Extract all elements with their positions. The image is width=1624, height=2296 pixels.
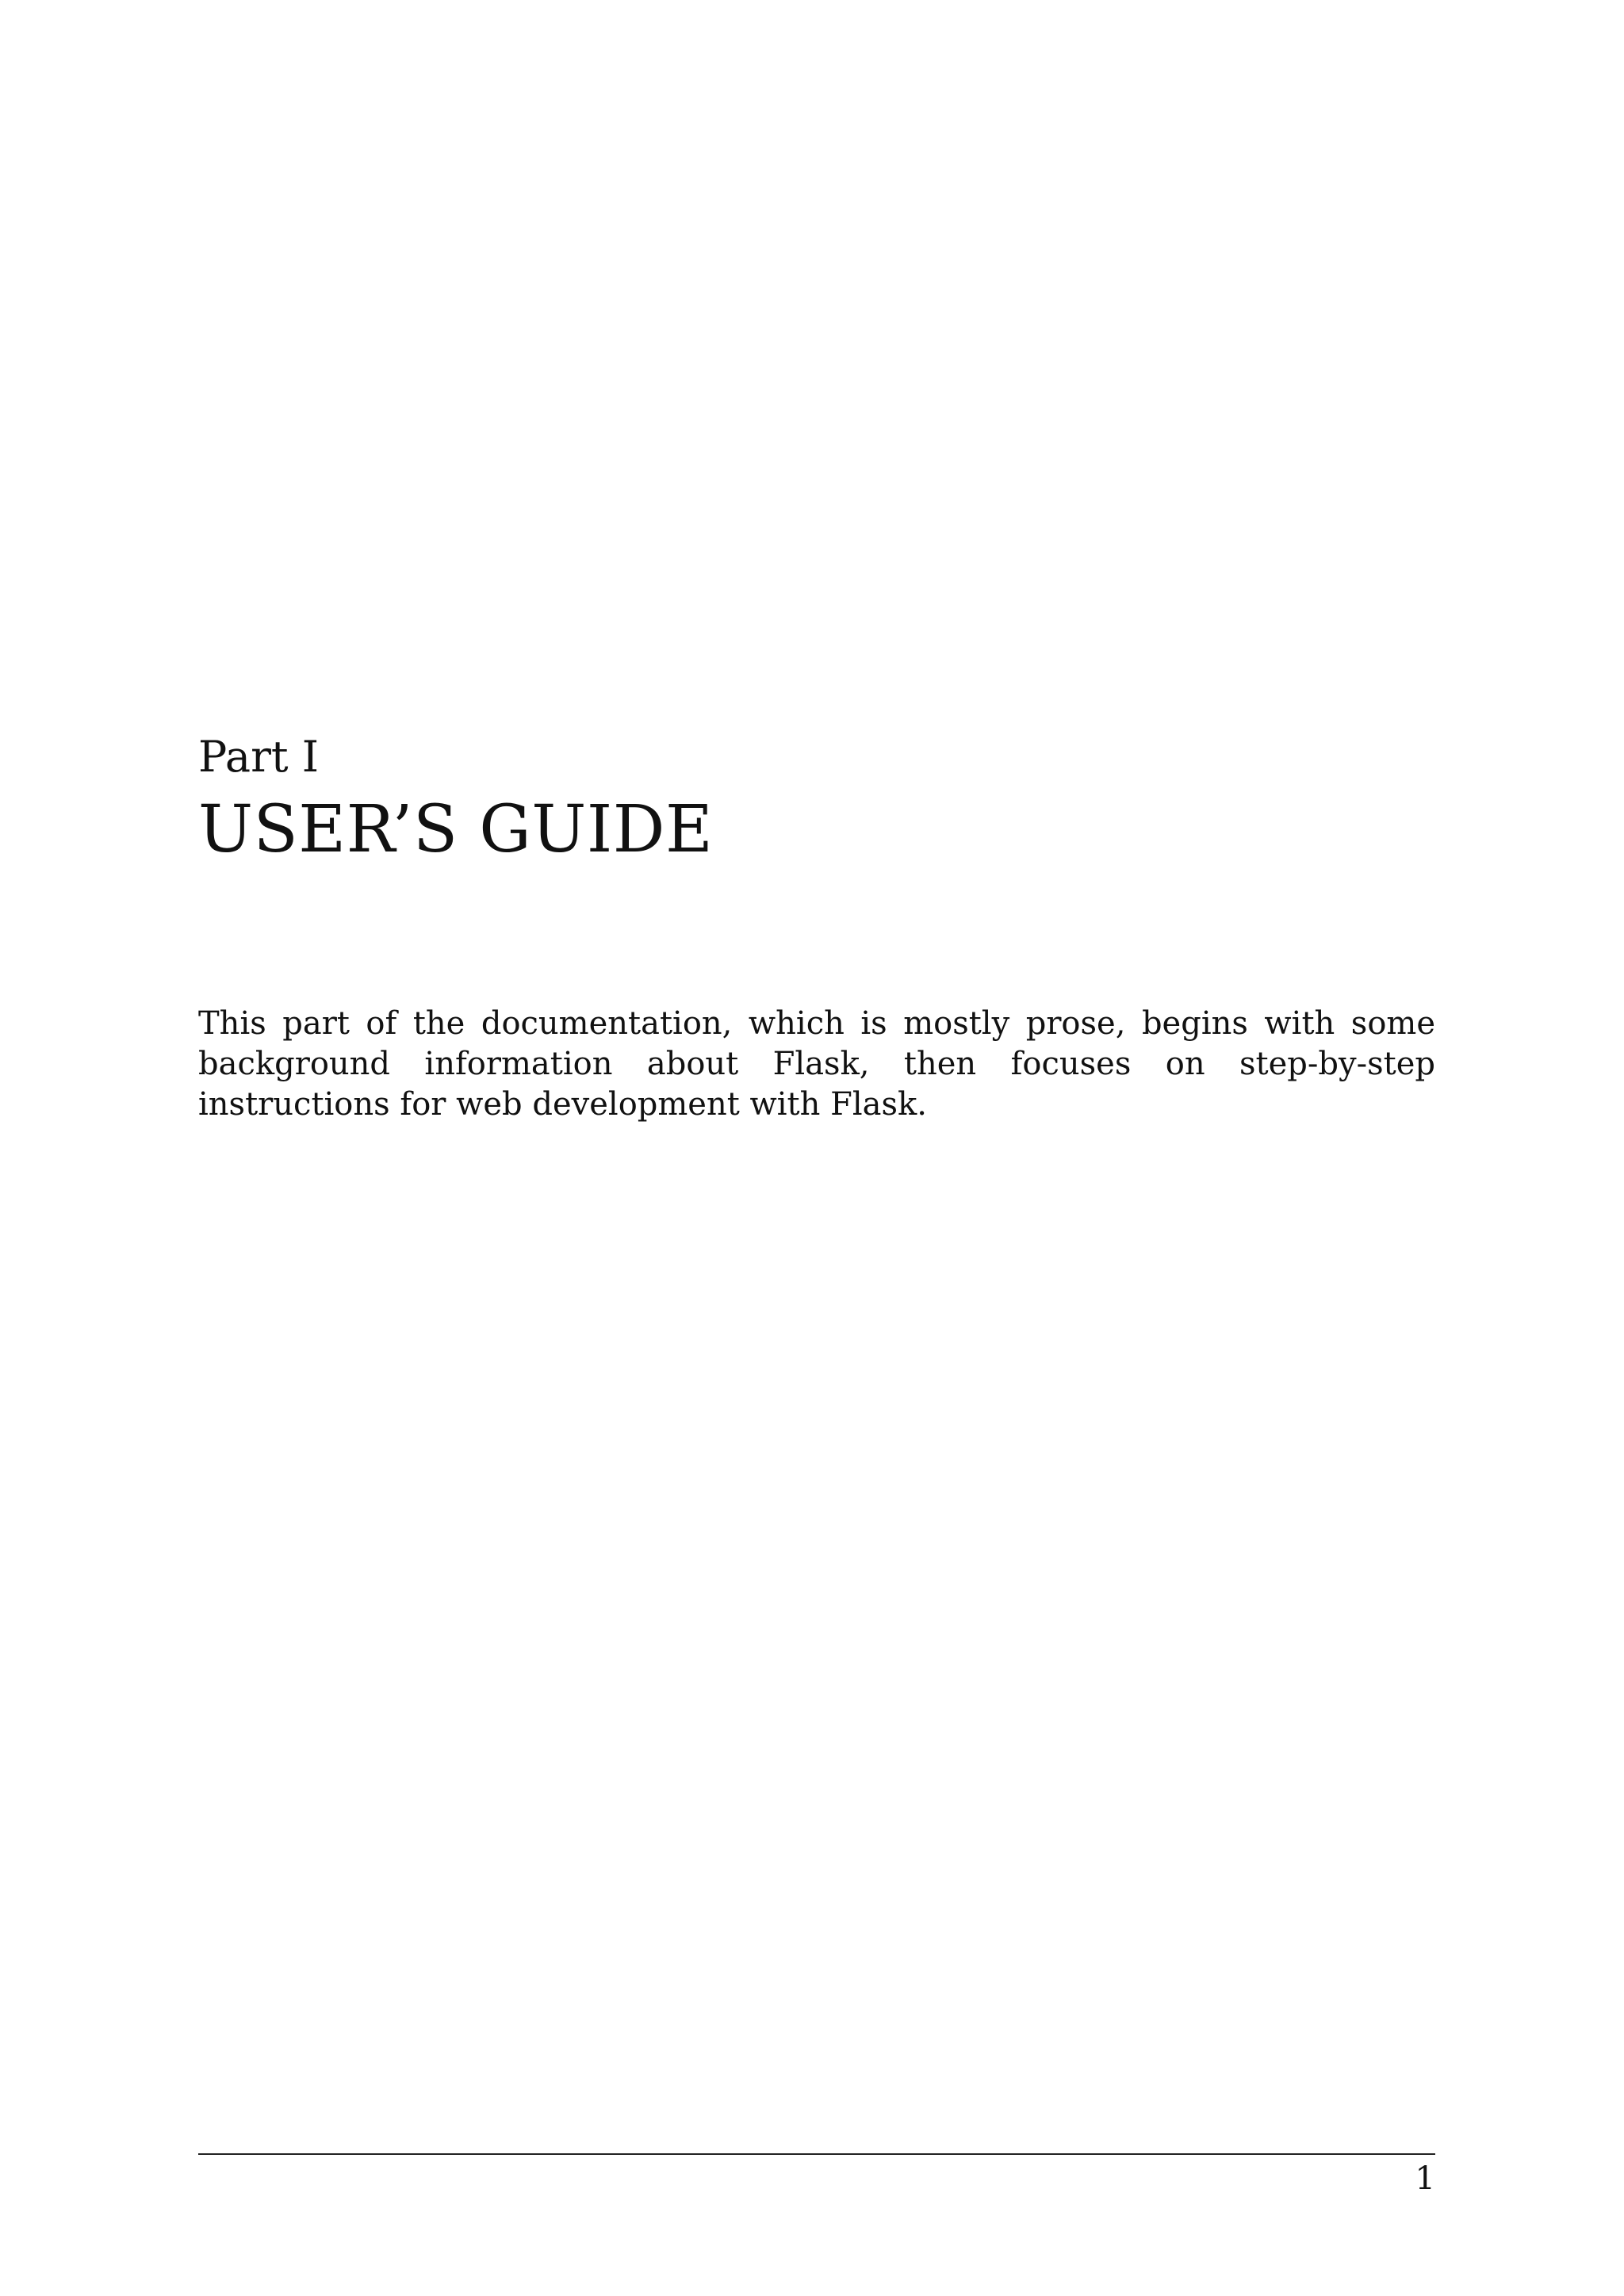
footer-rule [198,2153,1435,2155]
intro-paragraph: This part of the documentation, which is mostly prose, begins with some background information about Flask, then focuses on step-by-step instructions for web development with Flask. [198,1005,1435,1123]
part-title: USER’S GUIDE [198,792,714,867]
page-number: 1 [1415,2160,1435,2197]
part-label: Part I [198,732,320,782]
